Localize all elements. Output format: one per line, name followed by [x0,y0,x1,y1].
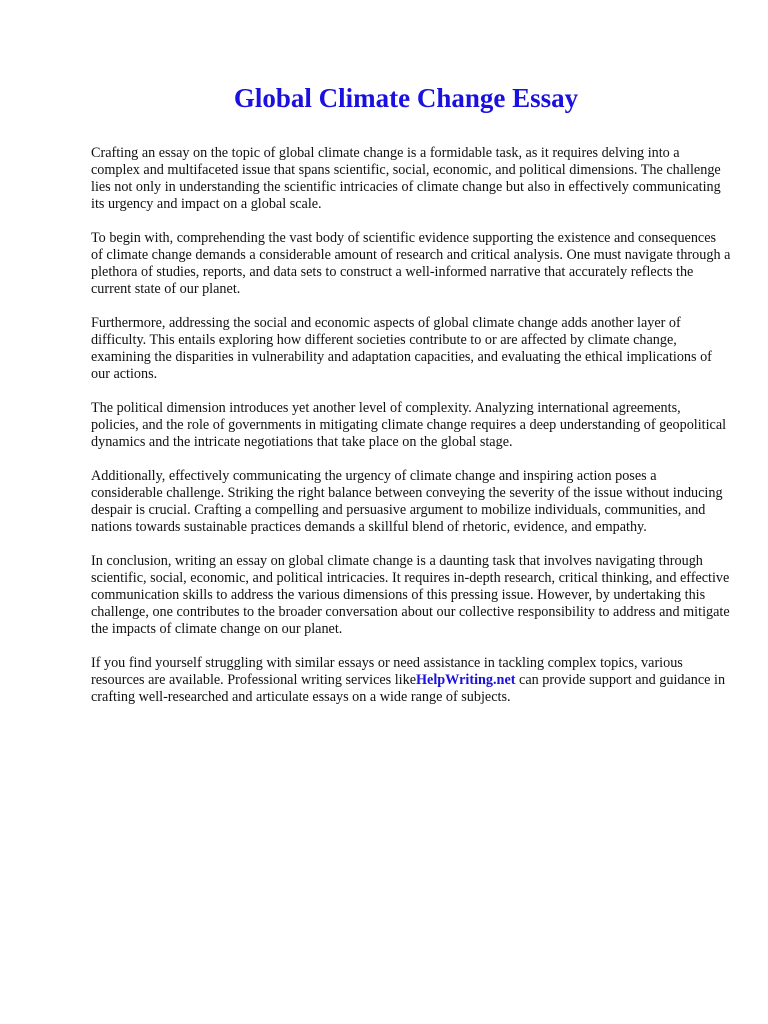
paragraph-intro: Crafting an essay on the topic of global climate change is a formidable task, as it requires delving into a complex and multifaceted issue that spans scientific, social, economic, and political dimensions. The challenge lies not only in understanding the scientific intricacies of climate change but also in effectively communicating its urgency and impact on a global scale. [91,145,721,212]
closing-text-before-link: If you find yourself struggling with similar essays or need assistance in tackling complex topics, various resources are available. Professional writing services like [91,655,683,688]
paragraph-closing [91,655,731,706]
paragraph-communication: Additionally, effectively communicating the urgency of climate change and inspiring action poses a considerable challenge. Striking the right balance between conveying the severity of the issue without inducing despair is crucial. Crafting a compelling and persuasive argument to mobilize individuals, communities, and nations towards sustainable practices demands a skillful blend of rhetoric, evidence, and empathy. [91,468,723,535]
paragraph-social-economic: Furthermore, addressing the social and economic aspects of global climate change adds another layer of difficulty. This entails exploring how different societies contribute to or are affected by climate change, examining the disparities in vulnerability and adaptation capacities, and evaluating the ethical implications of our actions. [91,315,712,382]
helpwriting-link[interactable]: HelpWriting.net [416,672,516,688]
paragraph-political: The political dimension introduces yet another level of complexity. Analyzing international agreements, policies, and the role of governments in mitigating climate change requires a deep understanding of geopolitical dynamics and the intricate negotiations that take place on the global stage. [91,400,727,450]
page-title: Global Climate Change Essay [233,83,579,113]
essay-body [91,145,731,723]
paragraph-scientific: To begin with, comprehending the vast body of scientific evidence supporting the existence and consequences of climate change demands a considerable amount of research and critical analysis. One must navigate through a plethora of studies, reports, and data sets to construct a well-informed narrative that accurately reflects the current state of our planet. [91,230,731,297]
paragraph-conclusion: In conclusion, writing an essay on global climate change is a daunting task that involves navigating through scientific, social, economic, and political intricacies. It requires in-depth research, critical thinking, and effective communication skills to address the various dimensions of this pressing issue. However, by undertaking this challenge, one contributes to the broader conversation about our collective responsibility to address and mitigate the impacts of climate change on our planet. [91,553,730,637]
closing-text-after-link: can provide support and guidance in crafting well-researched and articulate essays on a wide range of subjects. [91,672,726,705]
